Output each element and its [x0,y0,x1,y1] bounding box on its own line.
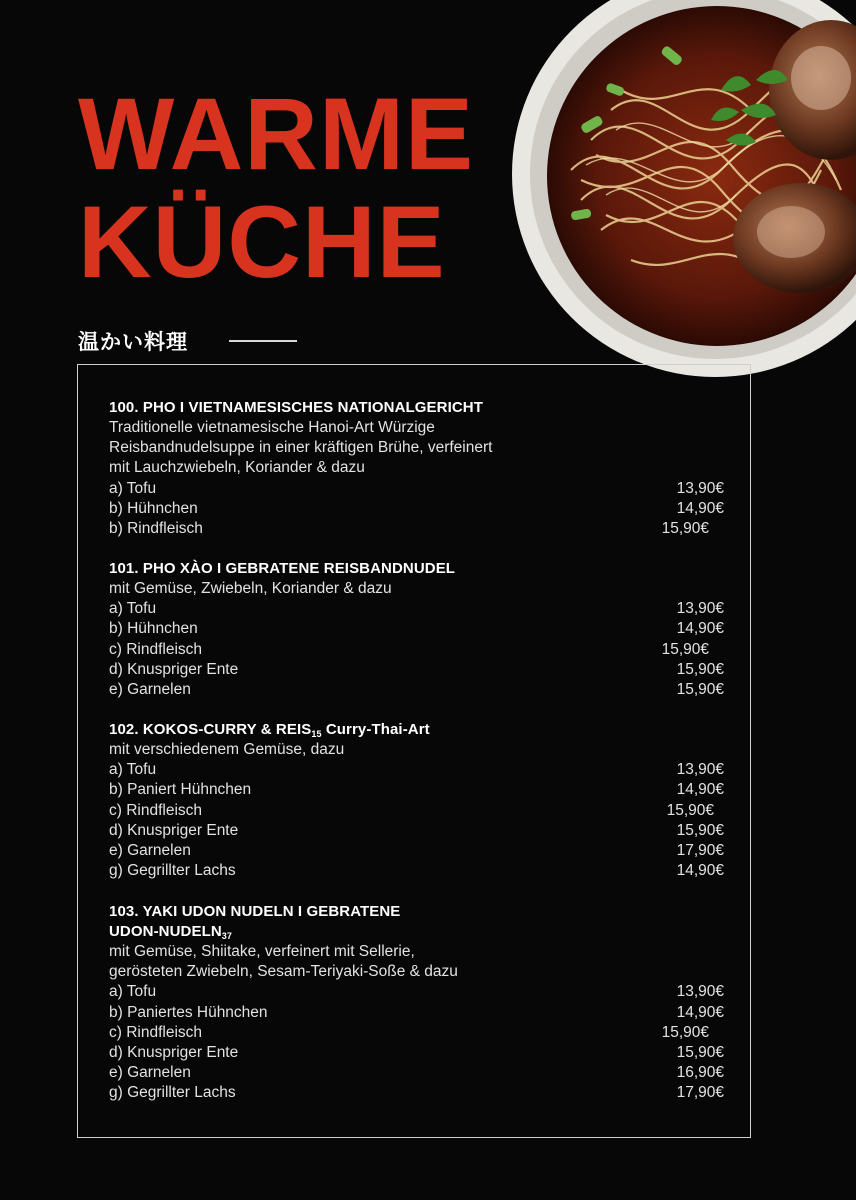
option-price: 13,90€ [676,983,724,1001]
option-name: c) Rindfleisch [109,1023,203,1041]
title-line-2: KÜCHE [78,185,446,299]
option-name: d) Knuspriger Ente [109,1043,239,1061]
option-name: a) Tofu [109,983,157,1001]
dish-title-line-2 [109,922,724,942]
option-price: 13,90€ [676,479,724,497]
dish-title-main: 102. KOKOS-CURRY & REIS [109,721,312,738]
ramen-bowl-image [511,0,856,378]
menu-option [109,1003,724,1023]
dish-title: 103. YAKI UDON NUDELN I GEBRATENE [109,903,401,920]
japanese-subtitle: 温かい料理 [78,330,188,354]
dish-title: 101. PHO XÀO I GEBRATENE REISBANDNUDEL [109,560,456,577]
option-name: d) Knuspriger Ente [109,660,239,678]
option-name: b) Paniert Hühnchen [109,781,252,799]
subtitle-divider [229,340,297,342]
option-price: 13,90€ [676,600,724,618]
dish-title [109,720,724,740]
dish-description: Traditionelle vietnamesische Hanoi-Art Würzige [109,419,435,436]
menu-option [109,861,724,881]
option-price: 15,90€ [661,1023,709,1041]
menu-option [109,640,724,660]
dish-101 [109,559,724,700]
menu-option [109,499,724,519]
option-price: 14,90€ [676,499,724,517]
option-name: g) Gegrillter Lachs [109,1084,236,1102]
option-price: 14,90€ [676,862,724,880]
menu-option [109,841,724,861]
menu-option [109,760,724,780]
option-name: e) Garnelen [109,841,191,859]
option-name: b) Paniertes Hühnchen [109,1003,268,1021]
option-price: 15,90€ [666,801,714,819]
dish-description: mit verschiedenem Gemüse, dazu [109,741,345,758]
option-price: 13,90€ [676,761,724,779]
option-price: 14,90€ [676,620,724,638]
option-price: 15,90€ [676,680,724,698]
menu-option [109,1083,724,1103]
option-name: b) Hühnchen [109,620,198,638]
option-name: b) Rindfleisch [109,519,203,537]
option-price: 15,90€ [661,519,709,537]
menu-option [109,1043,724,1063]
menu-option [109,479,724,499]
option-price: 17,90€ [676,1084,724,1102]
option-price: 15,90€ [676,660,724,678]
menu-option [109,1023,724,1043]
menu-option [109,619,724,639]
dish-100 [109,398,724,539]
dish-title: 100. PHO I VIETNAMESISCHES NATIONALGERICHT [109,399,483,416]
dish-102 [109,720,724,881]
option-name: b) Hühnchen [109,499,198,517]
dish-description: mit Gemüse, Shiitake, verfeinert mit Sellerie, [109,943,415,960]
option-name: c) Rindfleisch [109,801,203,819]
option-name: a) Tofu [109,479,157,497]
option-name: g) Gegrillter Lachs [109,862,236,880]
dish-description: mit Lauchzwiebeln, Koriander & dazu [109,459,365,477]
menu-option [109,660,724,680]
menu-option [109,801,724,821]
allergen-number: 37 [221,931,232,941]
option-price: 16,90€ [676,1064,724,1082]
option-price: 15,90€ [661,640,709,658]
option-name: e) Garnelen [109,1064,191,1082]
title-line-1: WARME [78,77,474,191]
dish-title-suffix: Curry-Thai-Art [321,721,430,738]
option-name: e) Garnelen [109,680,191,698]
dish-description: Reisbandnudelsuppe in einer kräftigen Brühe, verfeinert [109,439,493,457]
option-name: a) Tofu [109,600,157,618]
option-name: c) Rindfleisch [109,640,203,658]
option-price: 14,90€ [676,1003,724,1021]
menu-option [109,519,724,539]
option-price: 14,90€ [676,781,724,799]
option-price: 17,90€ [676,841,724,859]
menu-option [109,599,724,619]
dish-title-main: UDON-NUDELN [109,923,222,940]
menu-option [109,821,724,841]
allergen-number: 15 [311,729,322,739]
option-price: 15,90€ [676,821,724,839]
page-title [78,77,474,299]
menu-option [109,680,724,700]
dish-103 [109,902,724,1104]
dish-description: gerösteten Zwiebeln, Sesam-Teriyaki-Soße & dazu [109,963,458,981]
option-name: a) Tofu [109,761,157,779]
menu-option [109,1063,724,1083]
dish-description: mit Gemüse, Zwiebeln, Koriander & dazu [109,580,392,597]
option-price: 15,90€ [676,1043,724,1061]
option-name: d) Knuspriger Ente [109,821,239,839]
menu-option [109,982,724,1002]
menu-option [109,780,724,800]
